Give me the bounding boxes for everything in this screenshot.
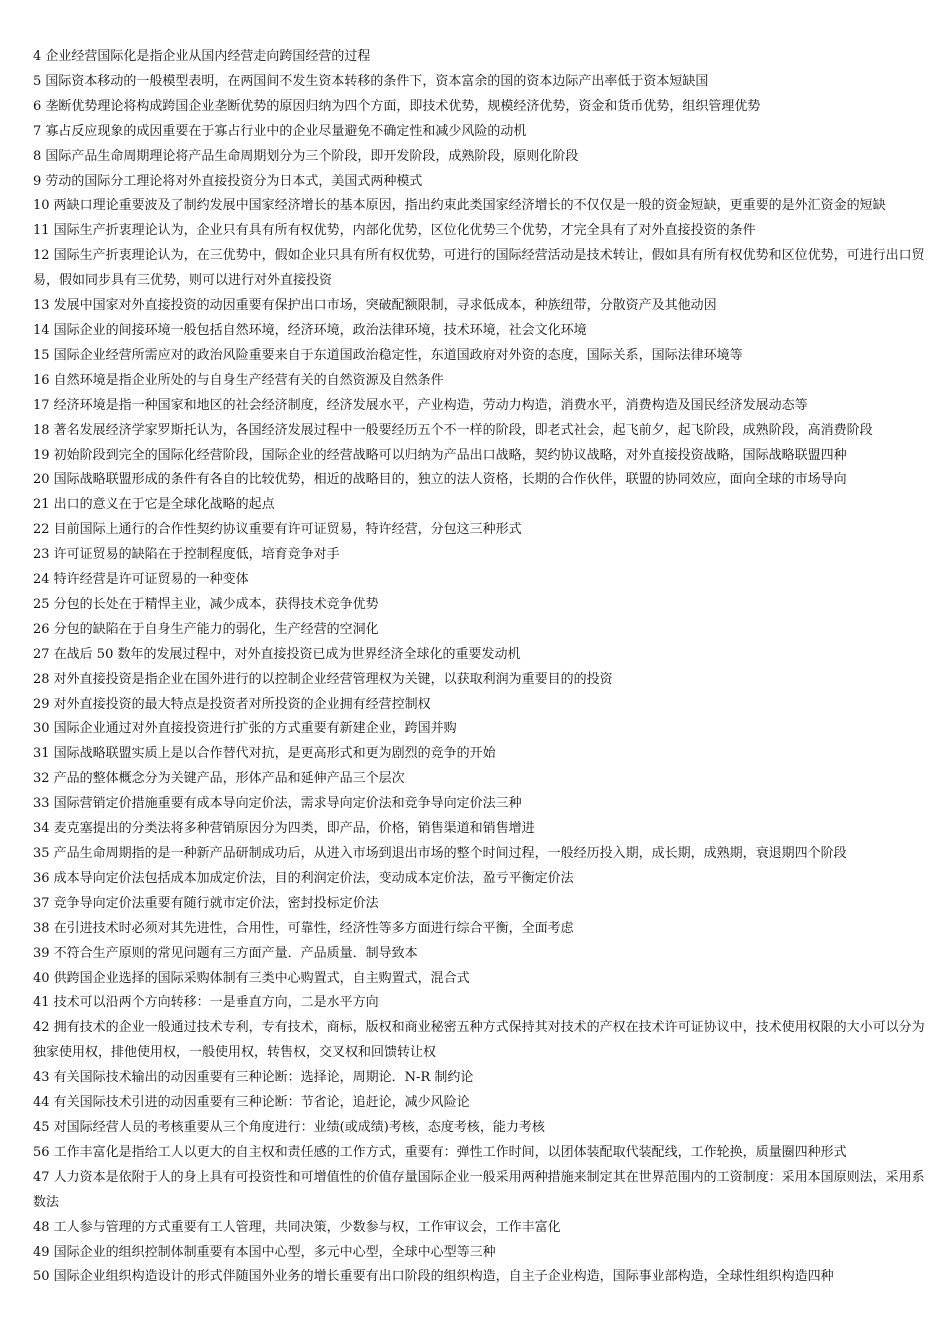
list-item: 26 分包的缺陷在于自身生产能力的弱化，生产经营的空洞化 xyxy=(33,621,379,637)
list-item: 37 竞争导向定价法重要有随行就市定价法，密封投标定价法 xyxy=(33,895,379,911)
list-item: 43 有关国际技术输出的动因重要有三种论断：选择论，周期论．N-R 制约论 xyxy=(33,1070,474,1086)
list-item: 42 拥有技术的企业一般通过技术专利，专有技术，商标，版权和商业秘密五种方式保持其对技术的产权在技术许可证协议中，技术使用权限的大小可以分为独家使用权，排他使用权，一般使用权，转售权，交叉权和回馈转让权 xyxy=(33,1020,925,1061)
list-item: 8 国际产品生命周期理论将产品生命周期划分为三个阶段，即开发阶段，成熟阶段，原则化阶段 xyxy=(33,148,579,164)
list-item: 13 发展中国家对外直接投资的动因重要有保护出口市场，突破配额限制，寻求低成本，种族纽带，分散资产及其他动因 xyxy=(33,298,717,314)
list-item: 38 在引进技术时必须对其先进性，合用性，可靠性，经济性等多方面进行综合平衡，全面考虑 xyxy=(33,920,574,936)
list-item: 30 国际企业通过对外直接投资进行扩张的方式重要有新建企业，跨国并购 xyxy=(33,721,457,737)
list-item: 47 人力资本是依附于人的身上具有可投资性和可增值性的价值存量国际企业一般采用两种措施来制定其在世界范围内的工资制度：采用本国原则法，采用系数法 xyxy=(33,1169,925,1210)
list-item: 49 国际企业的组织控制体制重要有本国中心型，多元中心型，全球中心型等三种 xyxy=(33,1244,496,1260)
list-item: 39 不符合生产原则的常见问题有三方面产量．产品质量．制导致本 xyxy=(33,945,418,961)
list-item: 10 两缺口理论重要波及了制约发展中国家经济增长的基本原因，指出约束此类国家经济增长的不仅仅是一般的资金短缺，更重要的是外汇资金的短缺 xyxy=(33,198,886,214)
list-item: 19 初始阶段到完全的国际化经营阶段，国际企业的经营战略可以归纳为产品出口战略，契约协议战略，对外直接投资战略，国际战略联盟四种 xyxy=(33,447,847,463)
list-item: 7 寡占反应现象的成因重要在于寡占行业中的企业尽量避免不确定性和减少风险的动机 xyxy=(33,123,527,139)
list-item: 9 劳动的国际分工理论将对外直接投资分为日本式，美国式两种模式 xyxy=(33,173,423,189)
list-item: 41 技术可以沿两个方向转移：一是垂直方向，二是水平方向 xyxy=(33,995,379,1011)
list-item: 35 产品生命周期指的是一种新产品研制成功后，从进入市场到退出市场的整个时间过程，一般经历投入期，成长期，成熟期，衰退期四个阶段 xyxy=(33,846,847,861)
list-item: 32 产品的整体概念分为关键产品，形体产品和延伸产品三个层次 xyxy=(33,771,405,787)
list-item: 29 对外直接投资的最大特点是投资者对所投资的企业拥有经营控制权 xyxy=(33,696,431,712)
list-item: 50 国际企业组织构造设计的形式伴随国外业务的增长重要有出口阶段的组织构造，自主子企业构造，国际事业部构造，全球性组织构造四种 xyxy=(33,1269,834,1285)
list-item: 17 经济环境是指一种国家和地区的社会经济制度，经济发展水平，产业构造，劳动力构造，消费水平，消费构造及国民经济发展动态等 xyxy=(33,397,808,413)
list-item: 16 自然环境是指企业所处的与自身生产经营有关的自然资源及自然条件 xyxy=(33,372,444,388)
list-item: 22 目前国际上通行的合作性契约协议重要有许可证贸易，特许经营，分包这三种形式 xyxy=(33,522,522,538)
list-item: 34 麦克塞提出的分类法将多种营销原因分为四类，即产品，价格，销售渠道和销售增进 xyxy=(33,821,535,837)
list-item: 4 企业经营国际化是指企业从国内经营走向跨国经营的过程 xyxy=(33,49,371,64)
list-item: 36 成本导向定价法包括成本加成定价法，目的利润定价法，变动成本定价法，盈亏平衡定价法 xyxy=(33,870,574,886)
list-item: 56 工作丰富化是指给工人以更大的自主权和责任感的工作方式，重要有：弹性工作时间，以团体装配取代装配线，工作轮换，质量圈四种形式 xyxy=(33,1144,847,1160)
list-item: 48 工人参与管理的方式重要有工人管理，共同决策，少数参与权，工作审议会，工作丰富化 xyxy=(33,1219,561,1235)
list-item: 12 国际生产折衷理论认为，在三优势中，假如企业只具有所有权优势，可进行的国际经营活动是技术转让，假如具有所有权优势和区位优势，可进行出口贸易，假如同步具有三优势，则可以进行对外直接投资 xyxy=(33,248,925,289)
list-item: 33 国际营销定价措施重要有成本导向定价法，需求导向定价法和竞争导向定价法三种 xyxy=(33,796,522,812)
list-item: 31 国际战略联盟实质上是以合作替代对抗，是更高形式和更为剧烈的竞争的开始 xyxy=(33,746,496,762)
list-item: 25 分包的长处在于精悍主业，减少成本，获得技术竞争优势 xyxy=(33,596,379,612)
list-item: 28 对外直接投资是指企业在国外进行的以控制企业经营管理权为关键，以获取利润为重要目的的投资 xyxy=(33,671,613,687)
list-item: 14 国际企业的间接环境一般包括自然环境，经济环境，政治法律环境，技术环境，社会文化环境 xyxy=(33,322,587,338)
list-item: 45 对国际经营人员的考核重要从三个角度进行：业绩(或成绩)考核，态度考核，能力考核 xyxy=(33,1119,545,1135)
list-item: 5 国际资本移动的一般模型表明，在两国间不发生资本转移的条件下，资本富余的国的资本边际产出率低于资本短缺国 xyxy=(33,73,709,89)
list-item: 21 出口的意义在于它是全球化战略的起点 xyxy=(33,497,275,513)
list-item: 24 特许经营是许可证贸易的一种变体 xyxy=(33,572,249,588)
list-item: 44 有关国际技术引进的动因重要有三种论断：节省论，追赶论，减少风险论 xyxy=(33,1095,470,1111)
list-item: 40 供跨国企业选择的国际采购体制有三类中心购置式，自主购置式，混合式 xyxy=(33,970,470,986)
list-item: 27 在战后 50 数年的发展过程中，对外直接投资已成为世界经济全球化的重要发动机 xyxy=(33,646,521,662)
list-item: 11 国际生产折衷理论认为，企业只有具有所有权优势，内部化优势，区位化优势三个优势，才完全具有了对外直接投资的条件 xyxy=(33,223,756,239)
list-item: 6 垄断优势理论将构成跨国企业垄断优势的原因归纳为四个方面，即技术优势，规模经济优势，资金和货币优势，组织管理优势 xyxy=(33,98,761,114)
list-item: 15 国际企业经营所需应对的政治风险重要来自于东道国政治稳定性，东道国政府对外资的态度，国际关系，国际法律环境等 xyxy=(33,347,743,363)
list-item: 23 许可证贸易的缺陷在于控制程度低，培育竞争对手 xyxy=(33,547,340,563)
list-item: 20 国际战略联盟形成的条件有各自的比较优势，相近的战略目的，独立的法人资格，长期的合作伙伴，联盟的协同效应，面向全球的市场导向 xyxy=(33,472,847,488)
list-item: 18 著名发展经济学家罗斯托认为，各国经济发展过程中一般要经历五个不一样的阶段，即老式社会，起飞前夕，起飞阶段，成熟阶段，高消费阶段 xyxy=(33,422,873,438)
